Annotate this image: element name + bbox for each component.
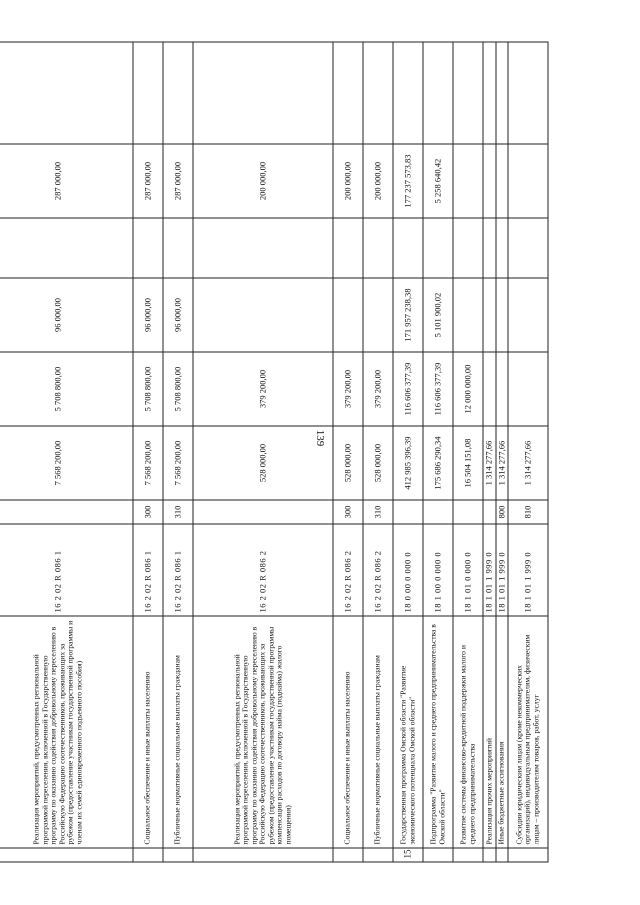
- value-col-6: 116 606 377,39: [423, 352, 453, 426]
- expense-type: [483, 500, 496, 524]
- table-row: [0, 42, 133, 862]
- row-number: [0, 848, 133, 862]
- value-col-8: [163, 218, 193, 278]
- value-col-6: 379 200,00: [363, 352, 393, 426]
- value-col-9: [483, 144, 496, 218]
- value-col-5: 7 568 200,00: [0, 426, 133, 500]
- value-col-9: [496, 144, 509, 218]
- value-col-10: [393, 42, 423, 144]
- budget-code: 16 2 02 R 086 1: [133, 524, 163, 616]
- value-col-10: [483, 42, 496, 144]
- row-number: 15: [393, 848, 423, 862]
- expense-type: [0, 500, 133, 524]
- table-row: [496, 42, 509, 862]
- value-col-5: 7 568 200,00: [133, 426, 163, 500]
- item-description: Социальное обеспечение и иные выплаты населению: [133, 616, 163, 848]
- rotated-page-content: [0, 43, 543, 863]
- budget-code: 16 2 02 R 086 2: [193, 524, 333, 616]
- value-col-6: 5 708 800,00: [0, 352, 133, 426]
- value-col-6: 116 606 377,39: [393, 352, 423, 426]
- item-description: Подпрограмма "Развитие малого и среднего предпринимательства в Омской области": [423, 616, 453, 848]
- value-col-6: 12 000 000,00: [453, 352, 483, 426]
- value-col-7: [363, 278, 393, 352]
- value-col-10: [423, 42, 453, 144]
- row-number: [163, 848, 193, 862]
- value-col-8: [0, 218, 133, 278]
- value-col-5: 528 000,00: [363, 426, 393, 500]
- table-row: [483, 42, 496, 862]
- value-col-6: 379 200,00: [333, 352, 363, 426]
- expense-type: 300: [133, 500, 163, 524]
- value-col-8: [453, 218, 483, 278]
- value-col-10: [0, 42, 133, 144]
- item-description: Иные бюджетные ассигнования: [496, 616, 509, 848]
- row-number: [453, 848, 483, 862]
- value-col-9: 287 000,00: [163, 144, 193, 218]
- item-description: Развитие системы финансово-кредитной поддержки малого и среднего предпринимательства: [453, 616, 483, 848]
- value-col-5: 528 000,00: [193, 426, 333, 500]
- value-col-5: 16 504 151,08: [453, 426, 483, 500]
- table-row: [333, 42, 363, 862]
- value-col-6: 379 200,00: [193, 352, 333, 426]
- value-col-7: 96 000,00: [133, 278, 163, 352]
- value-col-10: [333, 42, 363, 144]
- table-row: [423, 42, 453, 862]
- value-col-9: [508, 144, 548, 218]
- value-col-8: [363, 218, 393, 278]
- value-col-9: 287 000,00: [0, 144, 133, 218]
- expense-type: 800: [496, 500, 509, 524]
- value-col-10: [508, 42, 548, 144]
- value-col-6: 5 708 800,00: [133, 352, 163, 426]
- expense-type: [423, 500, 453, 524]
- value-col-9: 177 237 573,83: [393, 144, 423, 218]
- value-col-6: [508, 352, 548, 426]
- expense-type: 810: [508, 500, 548, 524]
- value-col-7: 5 101 900,02: [423, 278, 453, 352]
- value-col-6: [483, 352, 496, 426]
- expense-type: [193, 500, 333, 524]
- value-col-10: [363, 42, 393, 144]
- budget-code: 16 2 02 R 086 1: [163, 524, 193, 616]
- row-number: [423, 848, 453, 862]
- value-col-5: 1 314 277,66: [508, 426, 548, 500]
- row-number: [496, 848, 509, 862]
- expense-type: 310: [163, 500, 193, 524]
- value-col-8: [496, 218, 509, 278]
- table-row: [133, 42, 163, 862]
- budget-code: 18 1 00 0 000 0: [423, 524, 453, 616]
- value-col-7: [508, 278, 548, 352]
- value-col-7: [333, 278, 363, 352]
- item-description: Реализация прочих мероприятий: [483, 616, 496, 848]
- value-col-7: [496, 278, 509, 352]
- item-description: Публичные нормативные социальные выплаты гражданам: [363, 616, 393, 848]
- value-col-10: [133, 42, 163, 144]
- expense-type: [453, 500, 483, 524]
- budget-code: 16 2 02 R 086 1: [0, 524, 133, 616]
- value-col-5: 528 000,00: [333, 426, 363, 500]
- value-col-5: 175 686 290,34: [423, 426, 453, 500]
- value-col-9: 200 000,00: [193, 144, 333, 218]
- value-col-7: 171 957 238,38: [393, 278, 423, 352]
- value-col-9: 287 000,00: [133, 144, 163, 218]
- value-col-6: [496, 352, 509, 426]
- budget-code: 18 1 01 0 000 0: [453, 524, 483, 616]
- budget-code: 18 1 01 1 999 0: [496, 524, 509, 616]
- table-row: [193, 42, 333, 862]
- value-col-8: [483, 218, 496, 278]
- value-col-10: [163, 42, 193, 144]
- table-row: [163, 42, 193, 862]
- item-description: Социальное обеспечение и иные выплаты населению: [333, 616, 363, 848]
- value-col-10: [496, 42, 509, 144]
- budget-code: 18 0 00 0 000 0: [393, 524, 423, 616]
- table-row: [508, 42, 548, 862]
- expense-type: 310: [363, 500, 393, 524]
- table-row: [453, 42, 483, 862]
- table-row: [363, 42, 393, 862]
- value-col-10: [193, 42, 333, 144]
- value-col-5: 1 314 277,66: [483, 426, 496, 500]
- row-number: [333, 848, 363, 862]
- value-col-7: [453, 278, 483, 352]
- value-col-7: 96 000,00: [0, 278, 133, 352]
- budget-code: 16 2 02 R 086 2: [363, 524, 393, 616]
- value-col-9: 5 258 640,42: [423, 144, 453, 218]
- table-row: [393, 42, 423, 862]
- value-col-5: 1 314 277,66: [496, 426, 509, 500]
- row-number: [483, 848, 496, 862]
- value-col-9: [453, 144, 483, 218]
- item-description: Реализация мероприятий, предусмотренных региональной программой переселения, включенной в Государственную программу по оказанию содействия добровольному переселению в Российскую Федерацию соотечественников, проживающих за рубежом (предоставление участникам государственной программы и членам их семей единовременного подъемного пособия): [0, 616, 133, 848]
- item-description: Публичные нормативные социальные выплаты гражданам: [163, 616, 193, 848]
- value-col-8: [133, 218, 163, 278]
- value-col-7: [483, 278, 496, 352]
- value-col-8: [393, 218, 423, 278]
- item-description: Государственная программа Омской области "Развитие экономического потенциала Омской области": [393, 616, 423, 848]
- value-col-5: 412 985 396,39: [393, 426, 423, 500]
- value-col-9: 200 000,00: [333, 144, 363, 218]
- value-col-9: 200 000,00: [363, 144, 393, 218]
- value-col-8: [508, 218, 548, 278]
- value-col-6: 5 708 800,00: [163, 352, 193, 426]
- value-col-8: [193, 218, 333, 278]
- value-col-7: 96 000,00: [163, 278, 193, 352]
- expense-type: [393, 500, 423, 524]
- page-number: 139: [314, 429, 326, 447]
- value-col-10: [453, 42, 483, 144]
- row-number: [193, 848, 333, 862]
- item-description: Субсидии юридическим лицам (кроме некоммерческих организаций), индивидуальным предпринимателям, физическим лицам – производителям товаров, работ, услуг: [508, 616, 548, 848]
- value-col-7: [193, 278, 333, 352]
- value-col-8: [423, 218, 453, 278]
- item-description: Реализация мероприятий, предусмотренных региональной программой переселения, включенной в Государственную программу по оказанию содействия добровольному переселению в Российскую Федерацию соотечественников, проживающих за рубежом (предоставление участникам государственной программы компенсации расходов по договору найма (поднайма) жилого помещения): [193, 616, 333, 848]
- budget-code: 18 1 01 1 999 0: [508, 524, 548, 616]
- budget-code: 16 2 02 R 086 2: [333, 524, 363, 616]
- value-col-5: 7 568 200,00: [163, 426, 193, 500]
- expense-type: 300: [333, 500, 363, 524]
- row-number: [508, 848, 548, 862]
- budget-code: 18 1 01 1 999 0: [483, 524, 496, 616]
- budget-table: [0, 42, 549, 863]
- row-number: [363, 848, 393, 862]
- row-number: [133, 848, 163, 862]
- value-col-8: [333, 218, 363, 278]
